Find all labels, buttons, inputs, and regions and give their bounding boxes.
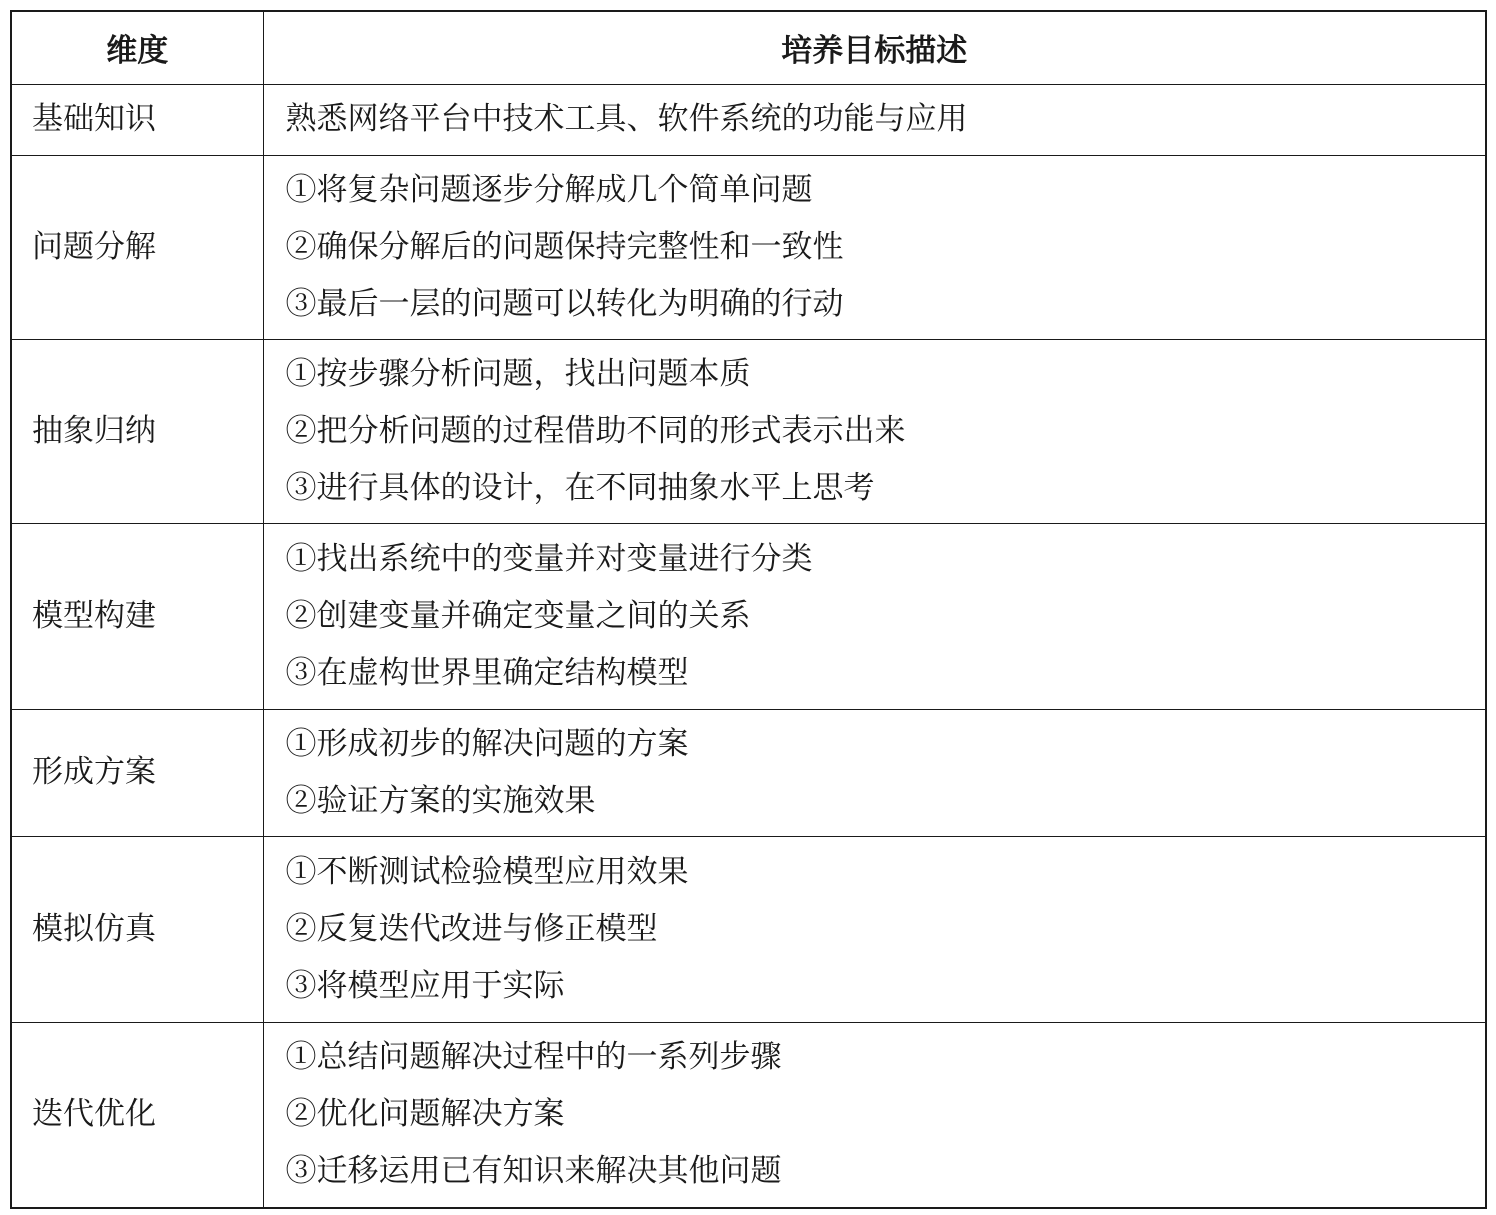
description-cell	[263, 1022, 1486, 1208]
description-line: ③进行具体的设计，在不同抽象水平上思考	[285, 469, 875, 506]
dimension-cell: 基础知识	[11, 84, 263, 155]
description-line: ②创建变量并确定变量之间的关系	[285, 597, 751, 634]
goals-table	[10, 10, 1487, 1209]
description-cell	[263, 155, 1486, 339]
description-line: ①形成初步的解决问题的方案	[285, 725, 689, 762]
dimension-cell: 问题分解	[11, 155, 263, 339]
description-line: ①将复杂问题逐步分解成几个简单问题	[285, 171, 813, 208]
description-line: ①总结问题解决过程中的一系列步骤	[285, 1039, 782, 1076]
description-line: ②把分析问题的过程借助不同的形式表示出来	[285, 412, 906, 449]
table-row	[11, 339, 1486, 523]
table-row	[11, 836, 1486, 1022]
header-dimension: 维度	[11, 11, 263, 84]
description-line: ①找出系统中的变量并对变量进行分类	[285, 540, 813, 577]
table-row	[11, 523, 1486, 709]
dimension-cell: 模拟仿真	[11, 836, 263, 1022]
description-line: ③最后一层的问题可以转化为明确的行动	[285, 285, 844, 322]
description-line: ②反复迭代改进与修正模型	[285, 910, 658, 947]
description-line: 熟悉网络平台中技术工具、软件系统的功能与应用	[285, 101, 968, 137]
description-line: ②验证方案的实施效果	[285, 782, 596, 819]
description-line: ③迁移运用已有知识来解决其他问题	[285, 1153, 782, 1190]
table-row	[11, 1022, 1486, 1208]
dimension-cell: 抽象归纳	[11, 339, 263, 523]
dimension-cell: 形成方案	[11, 709, 263, 836]
description-line: ②优化问题解决方案	[285, 1096, 565, 1133]
table-row	[11, 155, 1486, 339]
header-description: 培养目标描述	[263, 11, 1486, 84]
description-line: ①按步骤分析问题，找出问题本质	[285, 355, 751, 392]
description-line: ②确保分解后的问题保持完整性和一致性	[285, 228, 844, 265]
table-row	[11, 84, 1486, 155]
description-cell	[263, 836, 1486, 1022]
description-cell	[263, 709, 1486, 836]
dimension-cell: 模型构建	[11, 523, 263, 709]
description-cell	[263, 339, 1486, 523]
description-line: ①不断测试检验模型应用效果	[285, 853, 689, 890]
description-cell	[263, 84, 1486, 155]
table-header-row	[11, 11, 1486, 84]
description-cell	[263, 523, 1486, 709]
dimension-cell: 迭代优化	[11, 1022, 263, 1208]
description-line: ③在虚构世界里确定结构模型	[285, 654, 689, 691]
table-row	[11, 709, 1486, 836]
description-line: ③将模型应用于实际	[285, 967, 565, 1004]
